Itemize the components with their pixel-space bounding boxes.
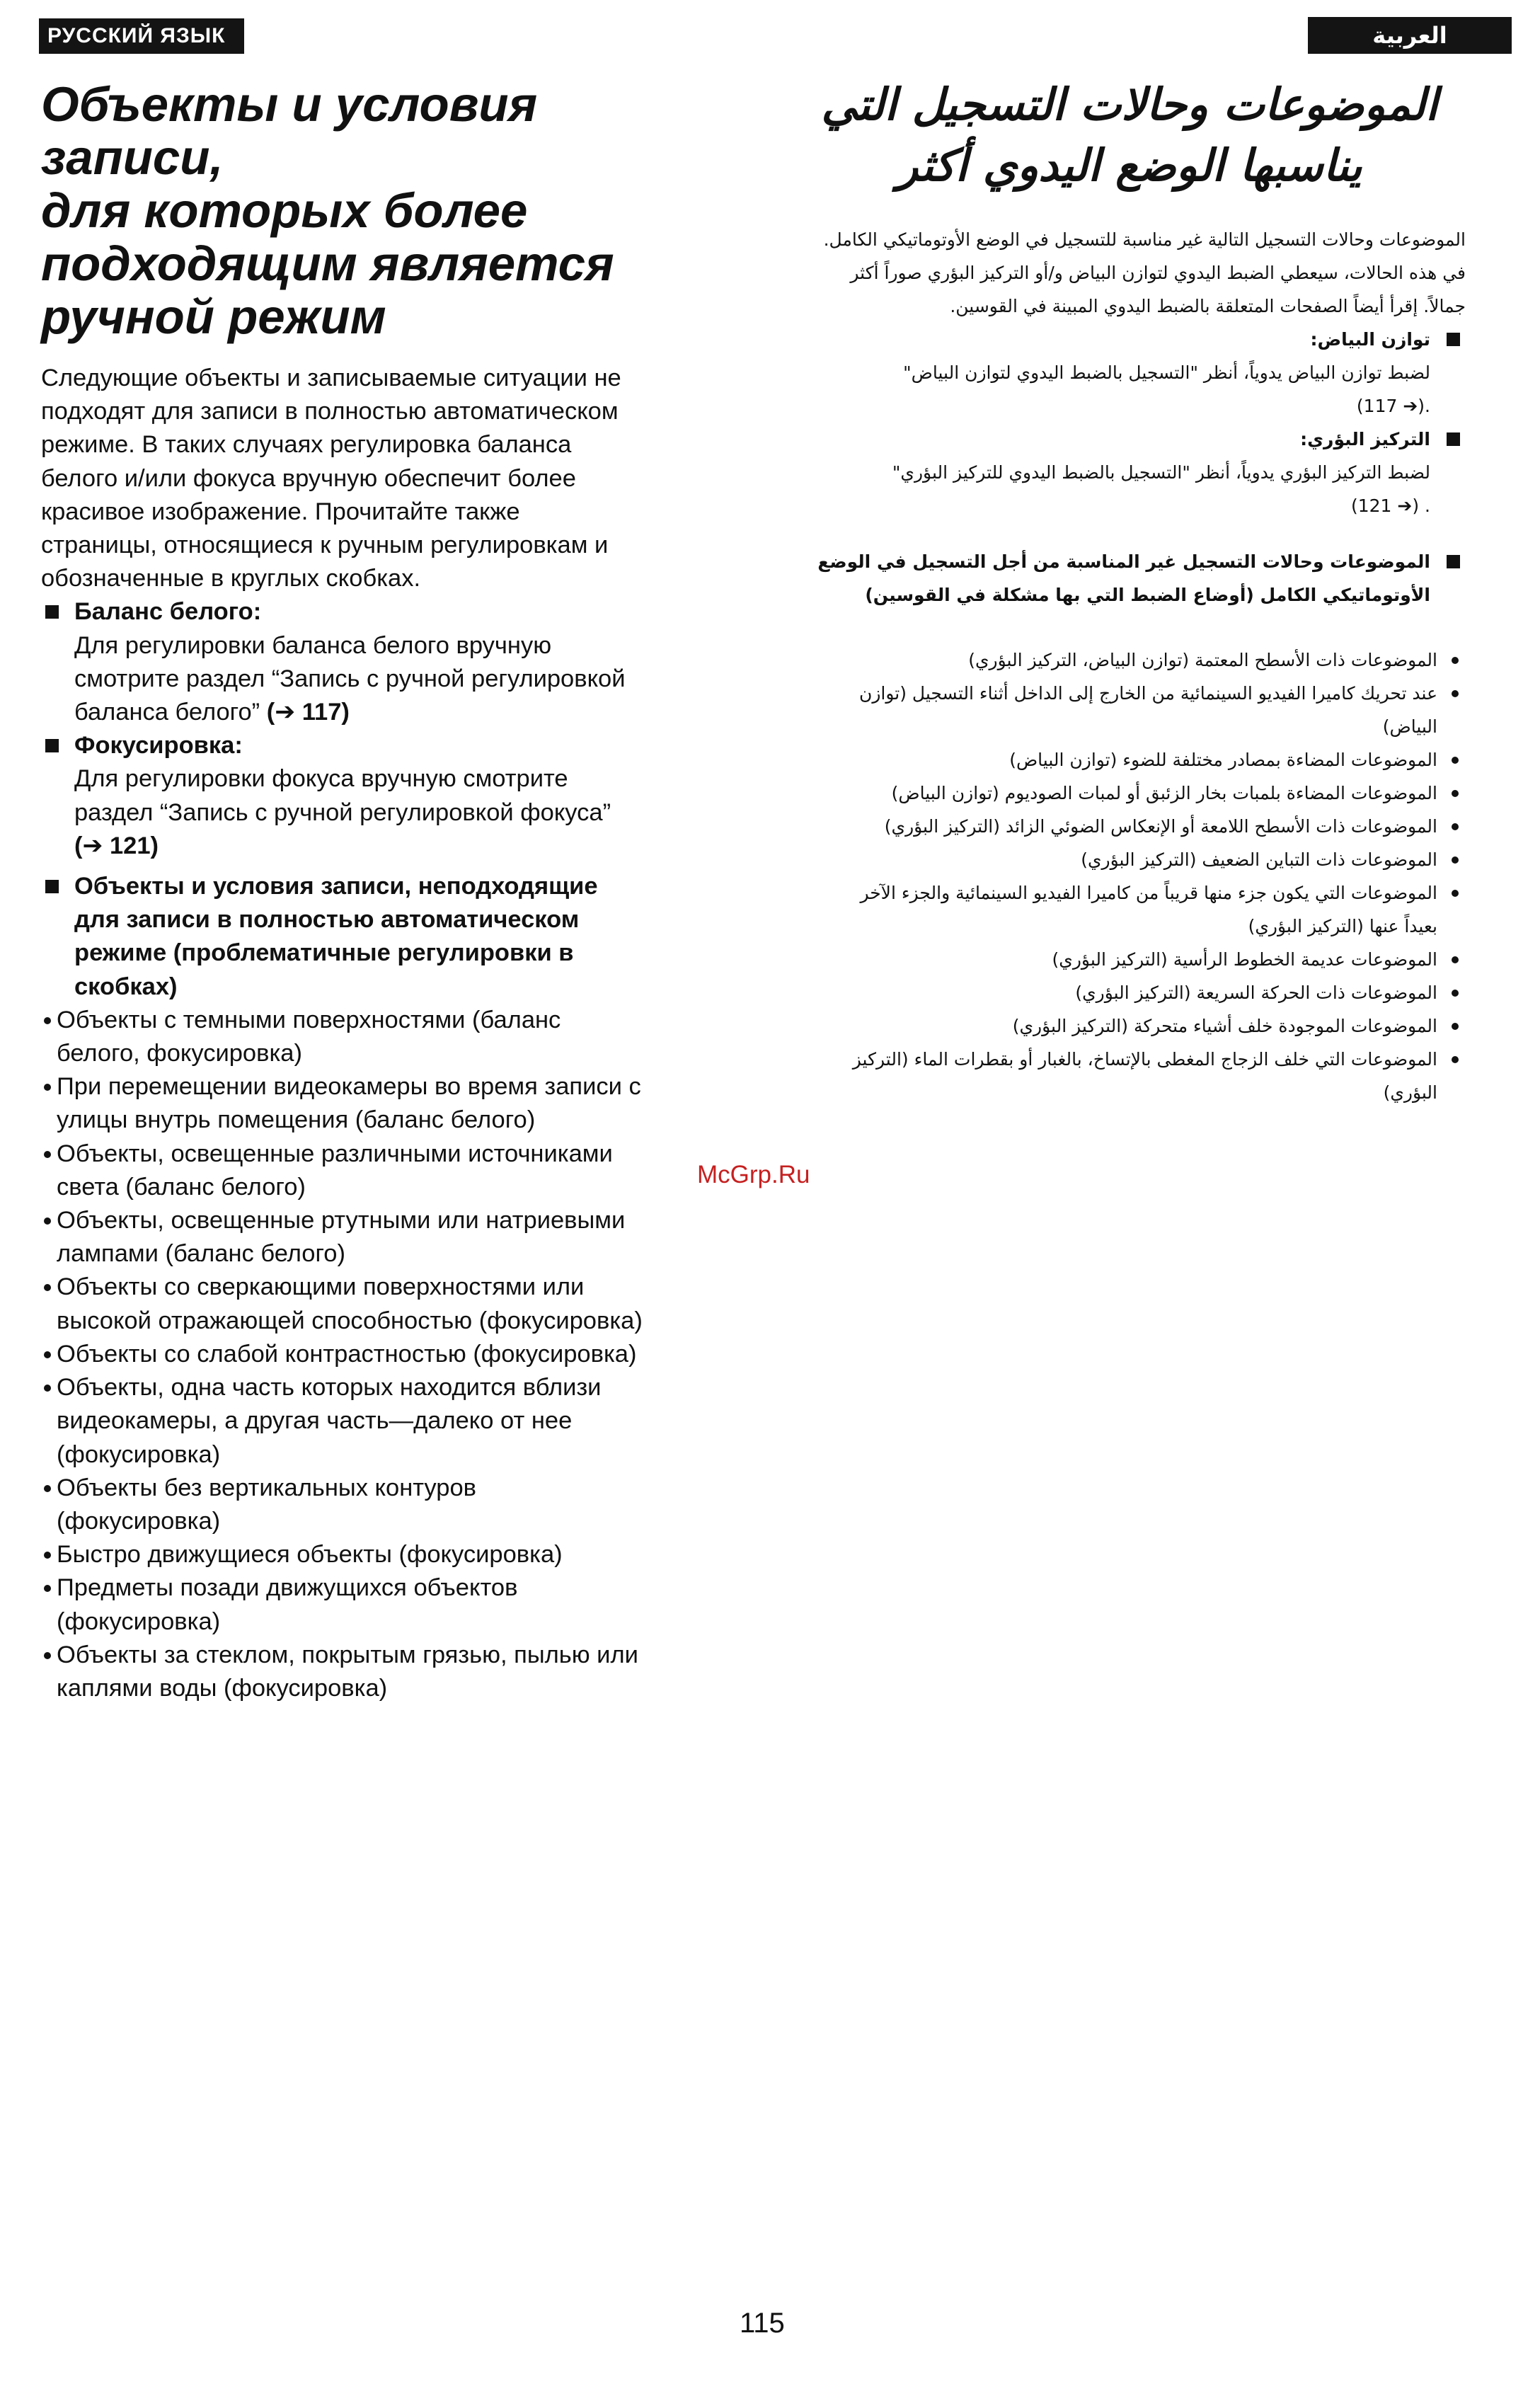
page-reference: (➔ 121) (74, 832, 159, 859)
list-item: الموضوعات ذات الأسطح اللامعة أو الإنعكاس الضوئي الزائد (التركيز البؤري) (751, 810, 1466, 843)
list-item: الموضوعات التي يكون جزء منها قريباً من كاميرا الفيديو السينمائية والجزء الآخر بعيداً عنها (التركيز البؤري) (751, 876, 1466, 943)
bullet-dot-icon (44, 1652, 51, 1659)
bullet-dot-icon (1452, 856, 1459, 864)
square-bullet-icon (45, 880, 59, 893)
bullet-dot-icon (1452, 990, 1459, 997)
list-item: Объекты за стеклом, покрытым грязью, пылью или каплями воды (фокусировка) (41, 1639, 720, 1705)
list-item: Объекты, освещенные различными источниками света (баланс белого) (41, 1137, 720, 1204)
list-item: الموضوعات عديمة الخطوط الرأسية (التركيز البؤري) (751, 943, 1466, 976)
arabic-bullet-list (751, 643, 1466, 1109)
arabic-white-balance-section: توازن البياض: لضبط توازن البياض يدوياً، أنظر "التسجيل بالضبط اليدوي لتوازن البياض" .(➔ 117) (751, 323, 1466, 423)
page-reference: (➔ 117) (266, 699, 350, 726)
list-item: الموضوعات ذات الحركة السريعة (التركيز البؤري) (751, 976, 1466, 1009)
arabic-intro-paragraph: الموضوعات وحالات التسجيل التالية غير مناسبة للتسجيل في الوضع الأوتوماتيكي الكامل. في هذه الحالات، سيعطي الضبط اليدوي لتوازن البياض و/أو التركيز البؤري صوراً أكثر جمالاً. إقرأ أيضاً الصفحات المتعلقة بالضبط اليدوي المبينة في القوسين. (823, 229, 1466, 316)
language-tab-russian: РУССКИЙ ЯЗЫК (39, 18, 244, 54)
list-item: Объекты, освещенные ртутными или натриевыми лампами (баланс белого) (41, 1204, 720, 1271)
arabic-column (751, 74, 1466, 1109)
list-item: Объекты с темными поверхностями (баланс белого, фокусировка) (41, 1004, 720, 1070)
page-reference: .(➔ 117) (1356, 396, 1430, 416)
list-item: При перемещении видеокамеры во время записи с улицы внутрь помещения (баланс белого) (41, 1070, 720, 1137)
bullet-dot-icon (1452, 890, 1459, 897)
white-balance-heading: Баланс белого: (74, 598, 262, 626)
problem-conditions-heading: Объекты и условия записи, неподходящие для записи в полностью автоматическом режиме (проблематичные регулировки в скобках) (41, 870, 720, 1004)
list-item: الموضوعات المضاءة بلمبات بخار الزئبق أو لمبات الصوديوم (توازن البياض) (751, 776, 1466, 810)
list-item: الموضوعات المضاءة بمصادر مختلفة للضوء (توازن البياض) (751, 743, 1466, 776)
bullet-dot-icon (1452, 657, 1459, 664)
bullet-dot-icon (1452, 757, 1459, 764)
list-item: Быстро движущиеся объекты (фокусировка) (41, 1538, 720, 1571)
list-item: الموضوعات الموجودة خلف أشياء متحركة (التركيز البؤري) (751, 1009, 1466, 1043)
focus-heading: Фокусировка: (74, 732, 243, 760)
bullet-dot-icon (44, 1284, 51, 1291)
list-item: Объекты, одна часть которых находится вблизи видеокамеры, а другая часть—далеко от нее (фокусировка) (41, 1371, 720, 1472)
bullet-dot-icon (1452, 823, 1459, 830)
page-number: 115 (740, 2308, 785, 2339)
list-item: الموضوعات التي خلف الزجاج المغطى بالإتساخ، بالغبار أو بقطرات الماء (التركيز البؤري) (751, 1043, 1466, 1109)
russian-bullet-list (41, 1004, 720, 1705)
language-tab-arabic: العربية (1308, 17, 1512, 54)
bullet-dot-icon (44, 1585, 51, 1592)
square-bullet-icon (45, 605, 59, 619)
square-bullet-icon (45, 739, 59, 752)
watermark: McGrp.Ru (697, 1161, 810, 1188)
bullet-dot-icon (44, 1485, 51, 1492)
bullet-dot-icon (1452, 690, 1459, 697)
bullet-dot-icon (1452, 790, 1459, 797)
bullet-dot-icon (44, 1017, 51, 1024)
bullet-dot-icon (44, 1151, 51, 1158)
bullet-dot-icon (44, 1351, 51, 1358)
arabic-focus-section: التركيز البؤري: لضبط التركيز البؤري يدوياً، أنظر "التسجيل بالضبط اليدوي للتركيز البؤري" . (➔ 121) (751, 423, 1466, 522)
focus-section: Фокусировка: Для регулировки фокуса вручную смотрите раздел “Запись с ручной регулировкой фокуса” (➔ 121) (41, 729, 720, 863)
bullet-dot-icon (44, 1217, 51, 1225)
russian-intro-paragraph: Следующие объекты и записываемые ситуации не подходят для записи в полностью автоматическом режиме. В таких случаях регулировка баланса белого и/или фокуса вручную обеспечит более красивое изображение. Прочитайте также страницы, относящиеся к ручным регулировкам и обозначенные в круглых скобках. (41, 365, 621, 592)
bullet-dot-icon (1452, 956, 1459, 963)
russian-page-title: Объекты и условия записи, для которых более подходящим является ручной режим (41, 77, 614, 344)
list-item: Объекты без вертикальных контуров (фокусировка) (41, 1472, 720, 1538)
list-item: الموضوعات ذات الأسطح المعتمة (توازن البياض، التركيز البؤري) (751, 643, 1466, 677)
bullet-dot-icon (44, 1552, 51, 1559)
square-bullet-icon (1447, 333, 1460, 346)
list-item: الموضوعات ذات التباين الضعيف (التركيز البؤري) (751, 843, 1466, 876)
white-balance-section: Баланс белого: Для регулировки баланса белого вручную смотрите раздел “Запись с ручной регулировкой баланса белого” (➔ 117) (41, 595, 720, 729)
arabic-page-title: الموضوعات وحالات التسجيل التي يناسبها الوضع اليدوي أكثر (821, 79, 1438, 191)
russian-column (41, 78, 720, 1705)
bullet-dot-icon (44, 1084, 51, 1091)
list-item: Объекты со сверкающими поверхностями или высокой отражающей способностью (фокусировка) (41, 1271, 720, 1337)
page-reference: . (➔ 121) (1350, 495, 1430, 516)
list-item: عند تحريك كاميرا الفيديو السينمائية من الخارج إلى الداخل أثناء التسجيل (توازن البياض) (751, 677, 1466, 743)
arabic-problem-conditions-heading: الموضوعات وحالات التسجيل غير المناسبة من أجل التسجيل في الوضع الأوتوماتيكي الكامل (أوضاع الضبط التي بها مشكلة في القوسين) (751, 545, 1466, 612)
list-item: Объекты со слабой контрастностью (фокусировка) (41, 1338, 720, 1371)
square-bullet-icon (1447, 432, 1460, 446)
bullet-dot-icon (1452, 1056, 1459, 1063)
square-bullet-icon (1447, 555, 1460, 568)
list-item: Предметы позади движущихся объектов (фокусировка) (41, 1571, 720, 1638)
bullet-dot-icon (44, 1385, 51, 1392)
bullet-dot-icon (1452, 1023, 1459, 1030)
